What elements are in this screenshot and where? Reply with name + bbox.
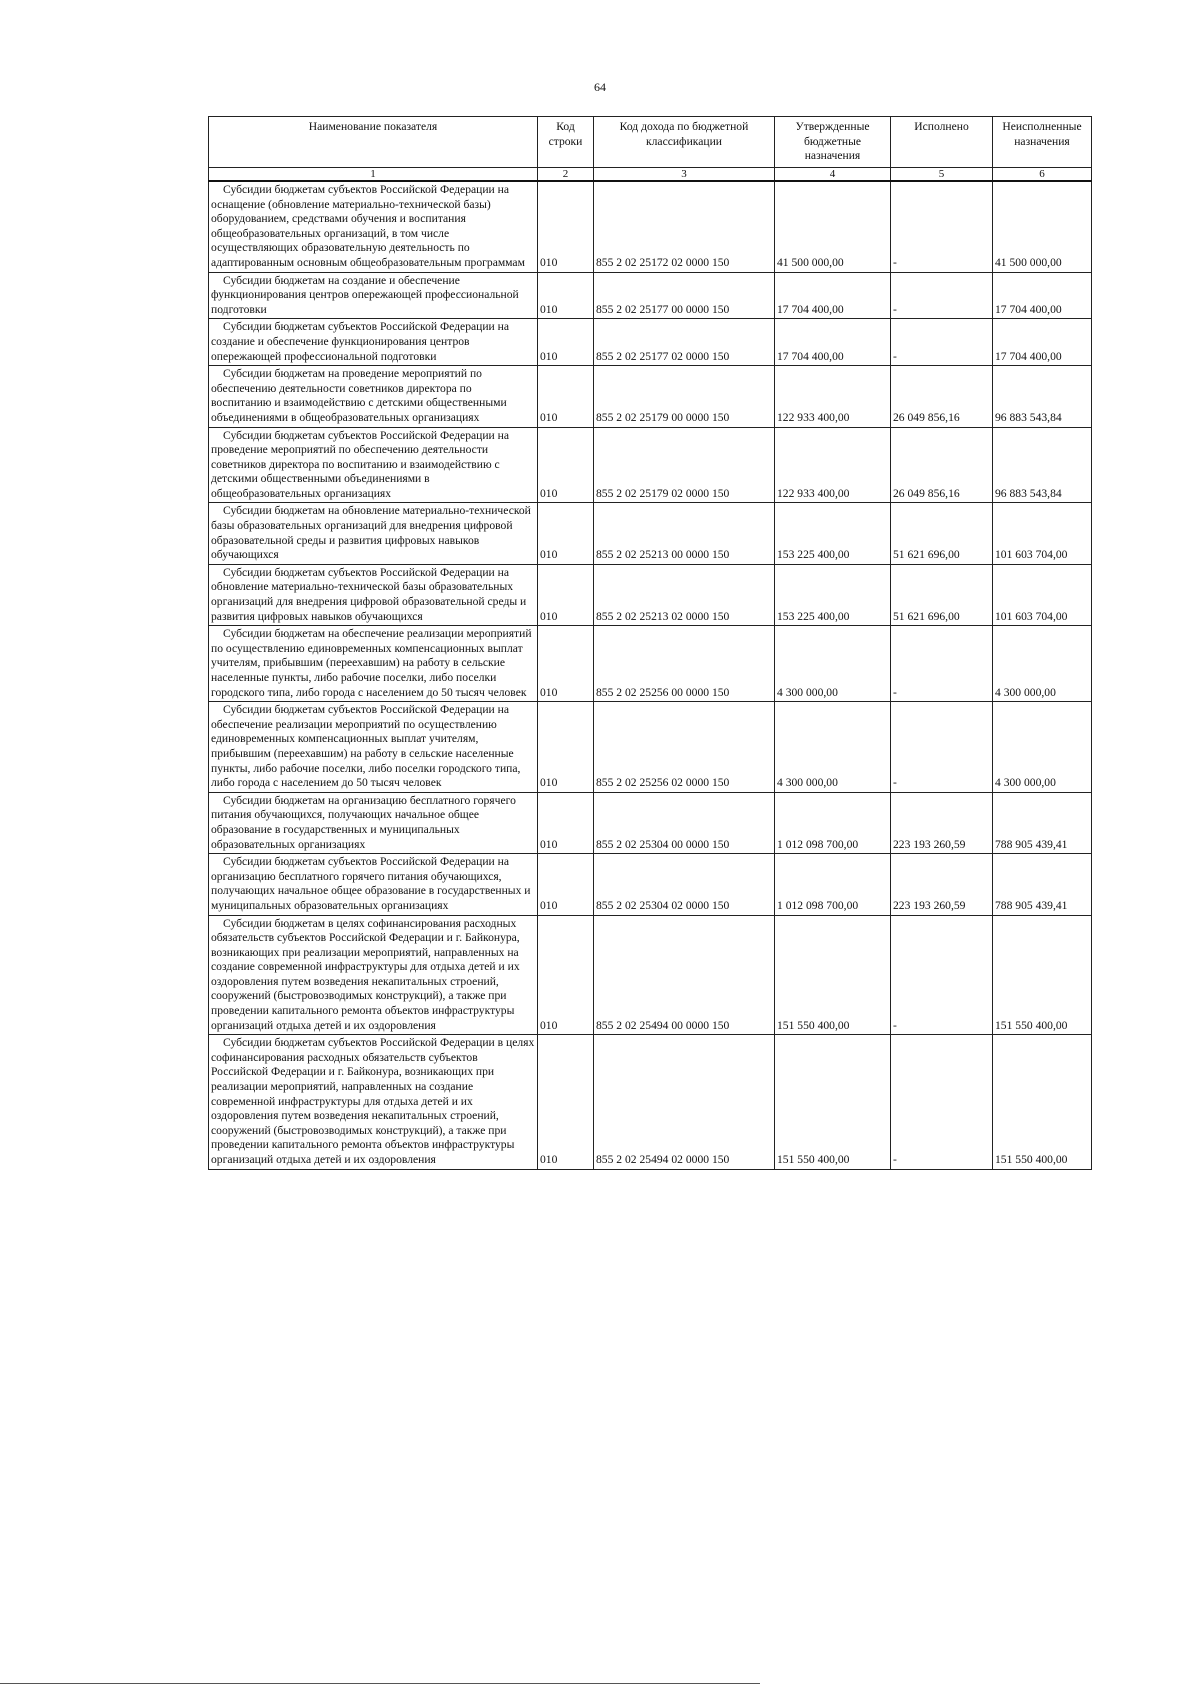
indicator-name-text: Субсидии бюджетам субъектов Российской Федерации на проведение мероприятий по обеспечению деятельности советников директора по воспитанию и взаимодействию с детскими общественными объединениями в общеобразовательных организациях xyxy=(211,428,509,500)
page-bottom-rule xyxy=(0,1683,760,1684)
executed-amount-cell: 26 049 856,16 xyxy=(891,366,993,427)
column-number: 2 xyxy=(538,168,594,182)
indicator-name-cell xyxy=(209,626,538,702)
indicator-name-text: Субсидии бюджетам на обновление материально-технической базы образовательных организаций для внедрения цифровой образовательной среды и развития цифровых навыков обучающихся xyxy=(211,504,531,562)
column-number-row xyxy=(209,168,1092,182)
table-row xyxy=(209,702,1092,793)
table-row xyxy=(209,792,1092,853)
indicator-name-cell xyxy=(209,792,538,853)
line-code-cell: 010 xyxy=(538,181,594,272)
unexecuted-amount-cell: 4 300 000,00 xyxy=(993,626,1092,702)
unexecuted-amount-cell: 96 883 543,84 xyxy=(993,427,1092,503)
indicator-name-text: Субсидии бюджетам на обеспечение реализации мероприятий по осуществлению единовременных компенсационных выплат учителям, прибывшим (переехавшим) на работу в сельские населенные пункты, либо рабочие поселки, либо поселки городского типа, либо города с населением до 50 тысяч человек xyxy=(211,627,532,699)
table-row xyxy=(209,1035,1092,1169)
indicator-name-cell xyxy=(209,272,538,319)
unexecuted-amount-cell: 101 603 704,00 xyxy=(993,503,1092,564)
approved-amount-cell: 122 933 400,00 xyxy=(775,427,891,503)
indicator-name-cell xyxy=(209,702,538,793)
income-code-cell: 855 2 02 25256 00 0000 150 xyxy=(594,626,775,702)
table-row xyxy=(209,181,1092,272)
indicator-name-text: Субсидии бюджетам субъектов Российской Федерации в целях софинансирования расходных обязательств субъектов Российской Федерации и г. Байконура, возникающих при реализации мероприятий, направленных на создание современной инфраструктуры для отдыха детей и их оздоровления путем возведения некапитальных строений, сооружений (быстровозводимых конструкций), а также при проведении капитального ремонта объектов инфраструктуры организаций отдыха детей и их оздоровления xyxy=(211,1036,535,1166)
line-code-cell: 010 xyxy=(538,319,594,366)
indicator-name-text: Субсидии бюджетам субъектов Российской Федерации на обеспечение реализации мероприятий по осуществлению единовременных компенсационных выплат учителям, прибывшим (переехавшим) на работу в сельские населенные пункты, либо рабочие поселки, либо поселки городского типа, либо города с населением до 50 тысяч человек xyxy=(211,703,521,790)
income-code-cell: 855 2 02 25213 00 0000 150 xyxy=(594,503,775,564)
executed-amount-cell: - xyxy=(891,1035,993,1169)
unexecuted-amount-cell: 788 905 439,41 xyxy=(993,854,1092,915)
executed-amount-cell: - xyxy=(891,702,993,793)
executed-amount-cell: 223 193 260,59 xyxy=(891,792,993,853)
approved-amount-cell: 153 225 400,00 xyxy=(775,564,891,625)
column-number: 1 xyxy=(209,168,538,182)
income-code-cell: 855 2 02 25256 02 0000 150 xyxy=(594,702,775,793)
column-number: 4 xyxy=(775,168,891,182)
income-code-cell: 855 2 02 25177 00 0000 150 xyxy=(594,272,775,319)
executed-amount-cell: 51 621 696,00 xyxy=(891,503,993,564)
indicator-name-cell xyxy=(209,854,538,915)
column-number: 5 xyxy=(891,168,993,182)
approved-amount-cell: 4 300 000,00 xyxy=(775,626,891,702)
header-unexecuted: Неисполненные назначения xyxy=(993,117,1092,168)
approved-amount-cell: 1 012 098 700,00 xyxy=(775,792,891,853)
line-code-cell: 010 xyxy=(538,366,594,427)
header-income-code: Код дохода по бюджетной классификации xyxy=(594,117,775,168)
indicator-name-text: Субсидии бюджетам в целях софинансирования расходных обязательств субъектов Российской Федерации и г. Байконура, возникающих при реализации мероприятий, направленных на создание современной инфраструктуры для отдыха детей и их оздоровления путем возведения некапитальных строений, сооружений (быстровозводимых конструкций), а также при проведении капитального ремонта объектов инфраструктуры организаций отдыха детей и их оздоровления xyxy=(211,916,520,1032)
approved-amount-cell: 151 550 400,00 xyxy=(775,915,891,1035)
line-code-cell: 010 xyxy=(538,854,594,915)
indicator-name-cell xyxy=(209,503,538,564)
unexecuted-amount-cell: 41 500 000,00 xyxy=(993,181,1092,272)
table-row xyxy=(209,915,1092,1035)
indicator-name-cell xyxy=(209,564,538,625)
indicator-name-text: Субсидии бюджетам на проведение мероприятий по обеспечению деятельности советников директора по воспитанию и взаимодействию с детскими общественными объединениями в общеобразовательных организациях xyxy=(211,367,507,424)
header-row xyxy=(209,117,1092,168)
budget-execution-table xyxy=(208,116,1092,1170)
table-row xyxy=(209,427,1092,503)
table-row xyxy=(209,854,1092,915)
executed-amount-cell: - xyxy=(891,626,993,702)
unexecuted-amount-cell: 17 704 400,00 xyxy=(993,319,1092,366)
indicator-name-cell xyxy=(209,319,538,366)
page-number: 64 xyxy=(594,80,606,94)
indicator-name-text: Субсидии бюджетам субъектов Российской Федерации на оснащение (обновление материально-технической базы) оборудованием, средствами обучения и воспитания общеобразовательных организаций, в том числе осуществляющих образовательную деятельность по адаптированным основным общеобразовательным программам xyxy=(211,183,525,269)
header-executed: Исполнено xyxy=(891,117,993,168)
column-number: 6 xyxy=(993,168,1092,182)
header-approved: Утвержденные бюджетные назначения xyxy=(775,117,891,168)
header-line-code: Код строки xyxy=(538,117,594,168)
table-row xyxy=(209,319,1092,366)
income-code-cell: 855 2 02 25179 02 0000 150 xyxy=(594,427,775,503)
income-code-cell: 855 2 02 25177 02 0000 150 xyxy=(594,319,775,366)
approved-amount-cell: 17 704 400,00 xyxy=(775,272,891,319)
line-code-cell: 010 xyxy=(538,564,594,625)
unexecuted-amount-cell: 4 300 000,00 xyxy=(993,702,1092,793)
unexecuted-amount-cell: 101 603 704,00 xyxy=(993,564,1092,625)
approved-amount-cell: 153 225 400,00 xyxy=(775,503,891,564)
unexecuted-amount-cell: 788 905 439,41 xyxy=(993,792,1092,853)
executed-amount-cell: - xyxy=(891,272,993,319)
unexecuted-amount-cell: 151 550 400,00 xyxy=(993,915,1092,1035)
table-row xyxy=(209,503,1092,564)
table-row xyxy=(209,272,1092,319)
approved-amount-cell: 41 500 000,00 xyxy=(775,181,891,272)
line-code-cell: 010 xyxy=(538,915,594,1035)
approved-amount-cell: 4 300 000,00 xyxy=(775,702,891,793)
table-body xyxy=(209,181,1092,1169)
table-row xyxy=(209,366,1092,427)
line-code-cell: 010 xyxy=(538,1035,594,1169)
income-code-cell: 855 2 02 25304 02 0000 150 xyxy=(594,854,775,915)
indicator-name-cell xyxy=(209,427,538,503)
income-code-cell: 855 2 02 25179 00 0000 150 xyxy=(594,366,775,427)
income-code-cell: 855 2 02 25304 00 0000 150 xyxy=(594,792,775,853)
approved-amount-cell: 122 933 400,00 xyxy=(775,366,891,427)
executed-amount-cell: - xyxy=(891,319,993,366)
indicator-name-cell xyxy=(209,366,538,427)
unexecuted-amount-cell: 17 704 400,00 xyxy=(993,272,1092,319)
income-code-cell: 855 2 02 25494 02 0000 150 xyxy=(594,1035,775,1169)
table-row xyxy=(209,564,1092,625)
executed-amount-cell: - xyxy=(891,915,993,1035)
approved-amount-cell: 1 012 098 700,00 xyxy=(775,854,891,915)
income-code-cell: 855 2 02 25213 02 0000 150 xyxy=(594,564,775,625)
indicator-name-cell xyxy=(209,1035,538,1169)
executed-amount-cell: 51 621 696,00 xyxy=(891,564,993,625)
approved-amount-cell: 17 704 400,00 xyxy=(775,319,891,366)
indicator-name-text: Субсидии бюджетам субъектов Российской Федерации на организацию бесплатного горячего питания обучающихся, получающих начальное общее образование в государственных и муниципальных образовательных организациях xyxy=(211,855,531,912)
approved-amount-cell: 151 550 400,00 xyxy=(775,1035,891,1169)
line-code-cell: 010 xyxy=(538,702,594,793)
indicator-name-cell xyxy=(209,181,538,272)
executed-amount-cell: 223 193 260,59 xyxy=(891,854,993,915)
income-code-cell: 855 2 02 25172 02 0000 150 xyxy=(594,181,775,272)
line-code-cell: 010 xyxy=(538,427,594,503)
line-code-cell: 010 xyxy=(538,792,594,853)
executed-amount-cell: - xyxy=(891,181,993,272)
indicator-name-cell xyxy=(209,915,538,1035)
indicator-name-text: Субсидии бюджетам на организацию бесплатного горячего питания обучающихся, получающих начальное общее образование в государственных и муниципальных образовательных организациях xyxy=(211,793,516,851)
income-code-cell: 855 2 02 25494 00 0000 150 xyxy=(594,915,775,1035)
indicator-name-text: Субсидии бюджетам субъектов Российской Федерации на создание и обеспечение функционирования центров опережающей профессиональной подготовки xyxy=(211,320,509,363)
indicator-name-text: Субсидии бюджетам субъектов Российской Федерации на обновление материально-технической базы образовательных организаций для внедрения цифровой образовательной среды и развития цифровых навыков обучающихся xyxy=(211,565,527,623)
line-code-cell: 010 xyxy=(538,503,594,564)
line-code-cell: 010 xyxy=(538,272,594,319)
table-row xyxy=(209,626,1092,702)
line-code-cell: 010 xyxy=(538,626,594,702)
header-indicator-name: Наименование показателя xyxy=(209,117,538,168)
executed-amount-cell: 26 049 856,16 xyxy=(891,427,993,503)
unexecuted-amount-cell: 96 883 543,84 xyxy=(993,366,1092,427)
unexecuted-amount-cell: 151 550 400,00 xyxy=(993,1035,1092,1169)
column-number: 3 xyxy=(594,168,775,182)
indicator-name-text: Субсидии бюджетам на создание и обеспечение функционирования центров опережающей профессиональной подготовки xyxy=(211,273,519,316)
